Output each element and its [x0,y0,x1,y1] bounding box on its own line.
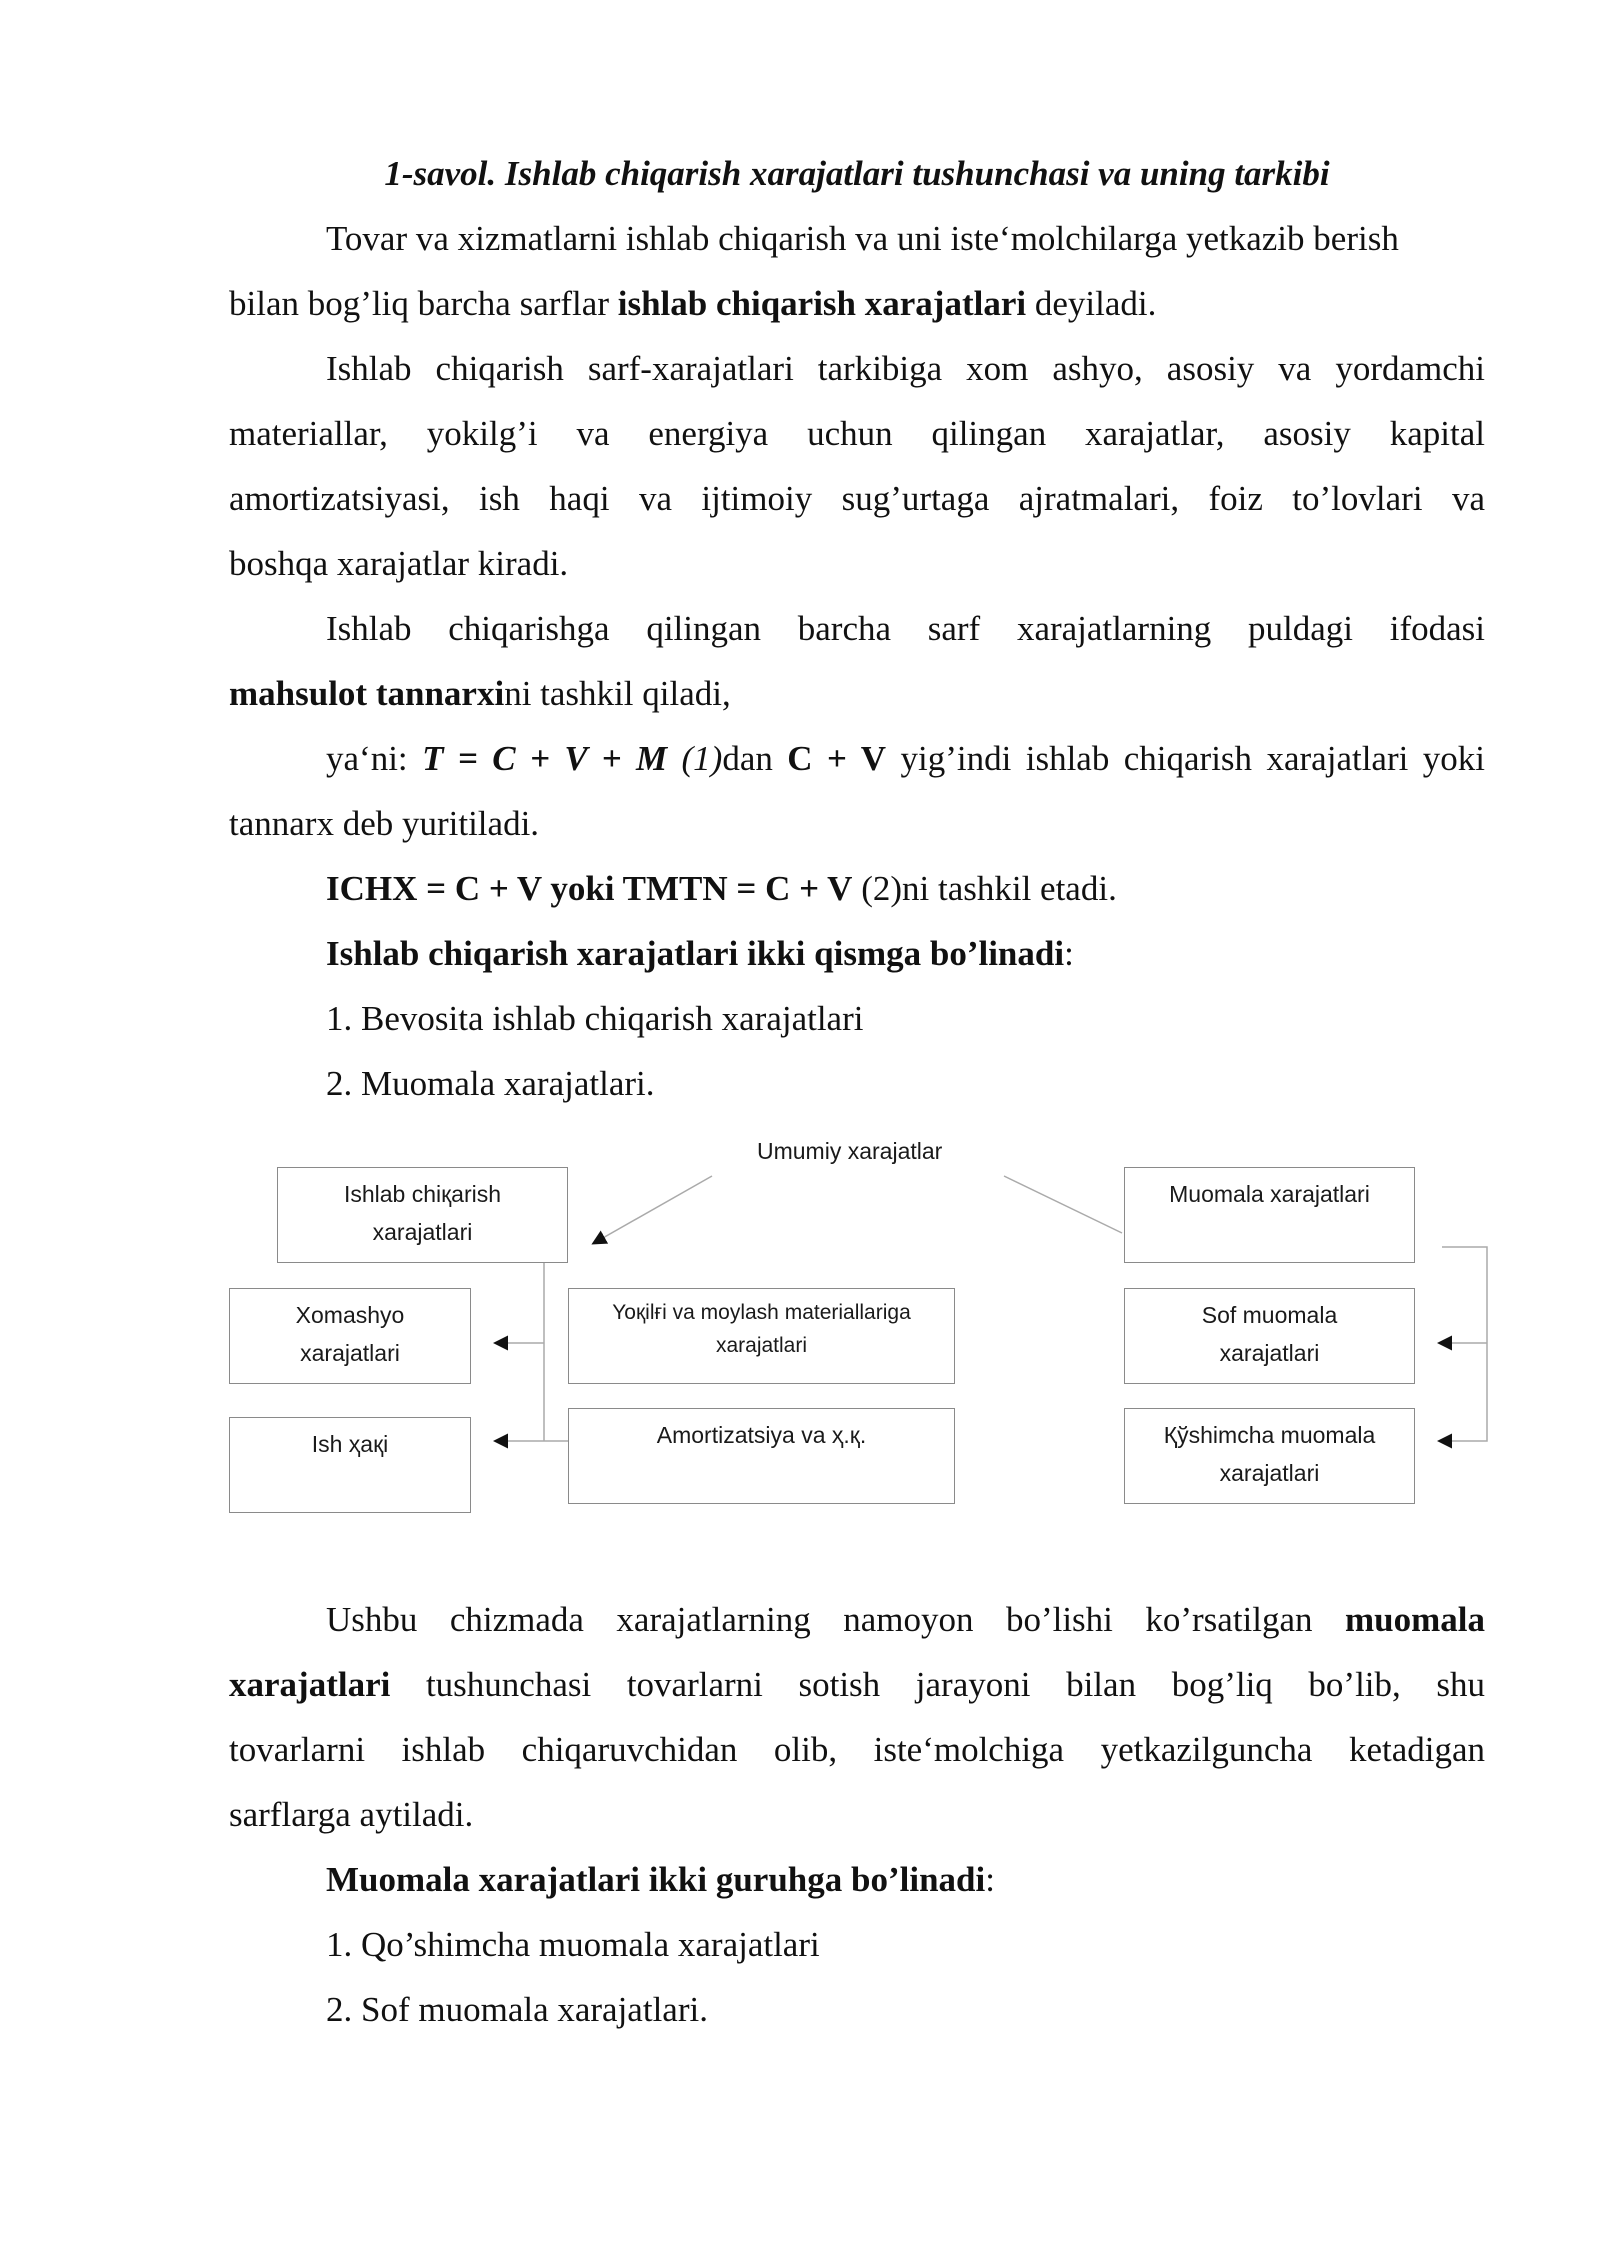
box-ishlab-chiqarish [277,1167,568,1263]
box-label-line-2: xarajatlari [372,1219,473,1245]
paragraph-3-line-2: mahsulot tannarxini tashkil qiladi, [229,674,731,713]
box-muomala [1124,1167,1415,1263]
box-label-line-2: xarajatlari [715,1334,808,1357]
diagram-root-label: Umumiy xarajatlar [757,1138,943,1164]
box-amortizatsiya [568,1408,955,1504]
box-label-line-1: Қўshimcha muomala [1163,1422,1376,1448]
box-label-line-1: Xomashyo [295,1302,405,1328]
paragraph-1-line-1: Tovar va xizmatlarni ishlab chiqarish va uni iste‘molchilarga yetkazib berish [326,219,1399,258]
box-label-line-1: Muomala xarajatlari [1169,1181,1370,1207]
box-label-line-2: xarajatlari [1219,1460,1320,1486]
paragraph-4-line-1: ya‘ni: T = C + V + M (1)dan C + V yig’indi ishlab chiqarish xarajatlari yoki [326,739,1485,778]
box-label-line-1: Ish ҳақі [311,1431,389,1457]
connector-to-qoshimcha [1440,1247,1487,1441]
box-label-line-1: Amortizatsiya va ҳ.қ. [656,1422,867,1448]
connector-root-right [1004,1176,1122,1233]
paragraph-2-line-4: boshqa xarajatlar kiradi. [229,544,569,583]
box-ish-haqi [229,1417,471,1513]
box-xomashyo [229,1288,471,1384]
connector-root-left [594,1176,712,1243]
paragraph-2-line-2: materiallar, yokilg’i va energiya uchun qilingan xarajatlar, asosiy kapital [229,414,1485,453]
list-2-item-1: 1. Qo’shimcha muomala xarajatlari [326,1925,820,1964]
box-label-line-2: xarajatlari [1219,1340,1320,1366]
paragraph-5-line-4: sarflarga aytiladi. [229,1795,474,1834]
formula-2-line: ICHX = C + V yoki TMTN = C + V (2)ni tashkil etadi. [326,869,1117,908]
box-label-line-1: Sof muomala [1201,1302,1338,1328]
box-label-line-2: xarajatlari [300,1340,400,1366]
paragraph-5-line-1: Ushbu chizmada xarajatlarning namoyon bo’lishi ko’rsatilgan muomala [326,1600,1485,1639]
box-sof-muomala [1124,1288,1415,1384]
split-heading: Ishlab chiqarish xarajatlari ikki qismga bo’linadi: [326,934,1074,973]
box-label-line-1: Yoқilғi va moylash materiallariga [612,1301,911,1324]
box-qoshimcha-muomala [1124,1408,1415,1504]
groups-heading: Muomala xarajatlari ikki guruhga bo’linadi: [326,1860,995,1899]
list-1-item-2: 2. Muomala xarajatlari. [326,1064,655,1103]
paragraph-2-line-3: amortizatsiyasi, ish haqi va ijtimoiy sug’urtaga ajratmalari, foiz to’lovlari va [229,479,1485,518]
box-label-line-1: Ishlab chiқarish [343,1181,502,1207]
paragraph-3-line-1: Ishlab chiqarishga qilingan barcha sarf xarajatlarning puldagi ifodasi [326,609,1485,648]
list-2-item-2: 2. Sof muomala xarajatlari. [326,1990,708,2029]
paragraph-5-line-3: tovarlarni ishlab chiqaruvchidan olib, iste‘molchiga yetkazilguncha ketadigan [229,1730,1485,1769]
paragraph-2-line-1: Ishlab chiqarish sarf-xarajatlari tarkibiga xom ashyo, asosiy va yordamchi [326,349,1485,388]
paragraph-1-line-2: bilan bog’liq barcha sarflar ishlab chiqarish xarajatlari deyiladi. [229,284,1157,323]
box-yoqilgi [568,1288,955,1384]
list-1-item-1: 1. Bevosita ishlab chiqarish xarajatlari [326,999,864,1038]
section-title: 1-savol. Ishlab chiqarish xarajatlari tushunchasi va uning tarkibi [384,154,1330,193]
paragraph-5-line-2: xarajatlari tushunchasi tovarlarni sotish jarayoni bilan bog’liq bo’lib, shu [229,1665,1485,1704]
paragraph-4-line-2: tannarx deb yuritiladi. [229,804,540,843]
